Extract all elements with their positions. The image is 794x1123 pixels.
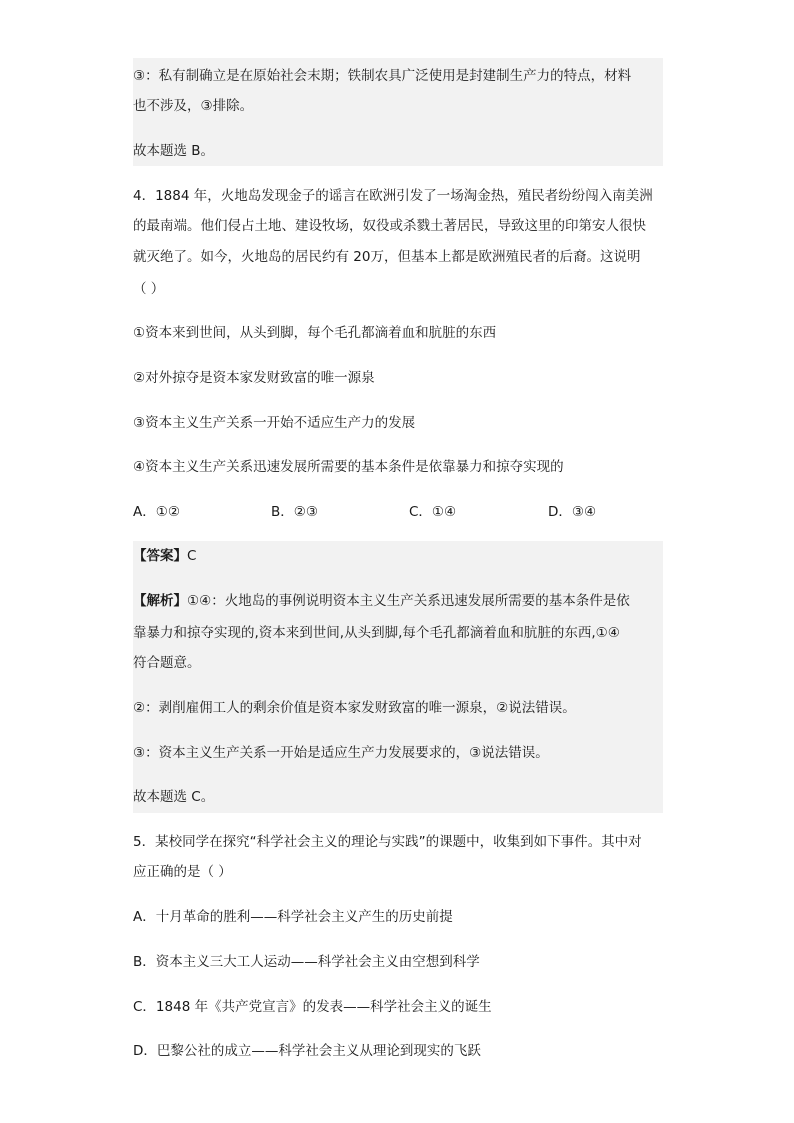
q4-statement: ③资本主义生产关系一开始不适应生产力的发展	[133, 415, 416, 431]
q4-option-b: B．②③	[271, 504, 318, 520]
q5-option-a: A．十月革命的胜利——科学社会主义产生的历史前提	[133, 909, 453, 925]
q4-stem-line: 4．1884 年，火地岛发现金子的谣言在欧洲引发了一场淘金热，殖民者纷纷闯入南美洲	[133, 188, 653, 204]
q4-analysis-line: 靠暴力和掠夺实现的,资本来到世间,从头到脚,每个毛孔都滴着血和肮脏的东西,①④	[133, 625, 620, 641]
answer-label: 【答案】	[133, 548, 187, 564]
q5-option-d: D．巴黎公社的成立——科学社会主义从理论到现实的飞跃	[133, 1043, 481, 1059]
q4-statement: ①资本来到世间，从头到脚，每个毛孔都滴着血和肮脏的东西	[133, 325, 497, 341]
q5-option-c: C．1848 年《共产党宣言》的发表——科学社会主义的诞生	[133, 999, 492, 1015]
q4-analysis-line: ②：剥削雇佣工人的剩余价值是资本家发财致富的唯一源泉，②说法错误。	[133, 700, 576, 716]
q4-statement: ④资本主义生产关系迅速发展所需要的基本条件是依靠暴力和掠夺实现的	[133, 459, 564, 475]
q5-stem-line: 应正确的是（ ）	[133, 864, 232, 880]
q3-analysis-line: 也不涉及，③排除。	[133, 98, 254, 114]
analysis-text: ①④：火地岛的事例说明资本主义生产关系迅速发展所需要的基本条件是依	[187, 593, 630, 609]
q5-option-b: B．资本主义三大工人运动——科学社会主义由空想到科学	[133, 954, 480, 970]
q4-option-a: A．①②	[133, 504, 180, 520]
q4-option-c: C．①④	[409, 504, 457, 520]
analysis-background	[133, 541, 663, 813]
q4-statement: ②对外掠夺是资本家发财致富的唯一源泉	[133, 370, 375, 386]
analysis-label: 【解析】	[133, 593, 187, 609]
q4-analysis-line: 符合题意。	[133, 655, 201, 671]
q4-stem-line: 的最南端。他们侵占土地、建设牧场，奴役或杀戮土著居民，导致这里的印第安人很快	[133, 218, 646, 234]
q4-stem-line: （ ）	[133, 281, 165, 297]
q4-analysis-line: ③：资本主义生产关系一开始是适应生产力发展要求的，③说法错误。	[133, 745, 549, 761]
q4-stem-line: 就灭绝了。如今，火地岛的居民约有 20万，但基本上都是欧洲殖民者的后裔。这说明	[133, 249, 641, 265]
q4-conclusion: 故本题选 C。	[133, 789, 215, 805]
q4-option-d: D．③④	[548, 504, 597, 520]
q3-conclusion: 故本题选 B。	[133, 143, 215, 159]
answer-value: C	[187, 548, 197, 564]
q4-analysis-line	[133, 591, 663, 611]
q4-answer	[133, 546, 663, 566]
q5-stem-line: 5．某校同学在探究“科学社会主义的理论与实践”的课题中，收集到如下事件。其中对	[133, 834, 642, 850]
q3-analysis-line: ③：私有制确立是在原始社会末期；铁制农具广泛使用是封建制生产力的特点，材料	[133, 68, 632, 84]
